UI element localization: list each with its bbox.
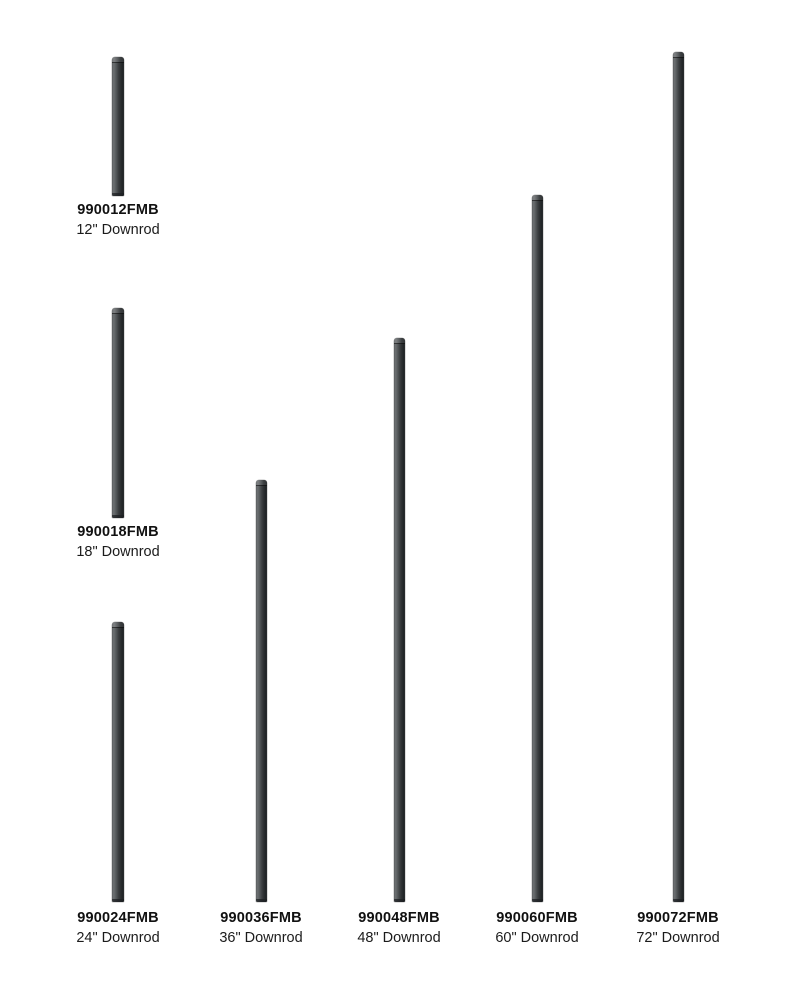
downrod-sku: 990072FMB bbox=[637, 910, 719, 926]
downrod-rod-graphic bbox=[112, 57, 124, 196]
downrod-rod-graphic bbox=[394, 338, 405, 902]
downrod-sku: 990048FMB bbox=[358, 910, 440, 926]
downrod-sku: 990024FMB bbox=[77, 910, 159, 926]
downrod-description: 48" Downrod bbox=[357, 930, 441, 946]
downrod-rod-graphic bbox=[112, 622, 124, 902]
downrod-bottom-end bbox=[673, 899, 684, 902]
downrod-description: 18" Downrod bbox=[76, 544, 160, 560]
downrod-rod-graphic bbox=[673, 52, 684, 902]
downrod-bottom-end bbox=[394, 899, 405, 902]
downrod-label-block bbox=[18, 522, 218, 562]
downrod-label-block bbox=[18, 200, 218, 240]
downrod-cap-seam bbox=[112, 313, 124, 314]
downrod-description: 72" Downrod bbox=[636, 930, 720, 946]
downrod-description: 12" Downrod bbox=[76, 222, 160, 238]
downrod-bottom-end bbox=[532, 899, 543, 902]
downrod-cap-seam bbox=[673, 57, 684, 58]
downrod-description: 36" Downrod bbox=[219, 930, 303, 946]
downrod-cap-seam bbox=[256, 485, 267, 486]
downrod-description: 24" Downrod bbox=[76, 930, 160, 946]
downrod-bottom-end bbox=[112, 899, 124, 902]
downrod-rod-graphic bbox=[256, 480, 267, 902]
downrod-bottom-end bbox=[112, 515, 124, 518]
downrod-cap-seam bbox=[112, 627, 124, 628]
downrod-rod-graphic bbox=[532, 195, 543, 902]
downrod-cap-seam bbox=[532, 200, 543, 201]
downrod-cap-seam bbox=[112, 62, 124, 63]
downrod-rod-graphic bbox=[112, 308, 124, 518]
downrod-sku: 990018FMB bbox=[77, 524, 159, 540]
downrod-sku: 990012FMB bbox=[77, 202, 159, 218]
downrod-bottom-end bbox=[112, 193, 124, 196]
downrod-label-block bbox=[578, 908, 778, 948]
downrod-sku: 990060FMB bbox=[496, 910, 578, 926]
downrod-bottom-end bbox=[256, 899, 267, 902]
downrod-sku: 990036FMB bbox=[220, 910, 302, 926]
downrod-description: 60" Downrod bbox=[495, 930, 579, 946]
downrod-cap-seam bbox=[394, 343, 405, 344]
